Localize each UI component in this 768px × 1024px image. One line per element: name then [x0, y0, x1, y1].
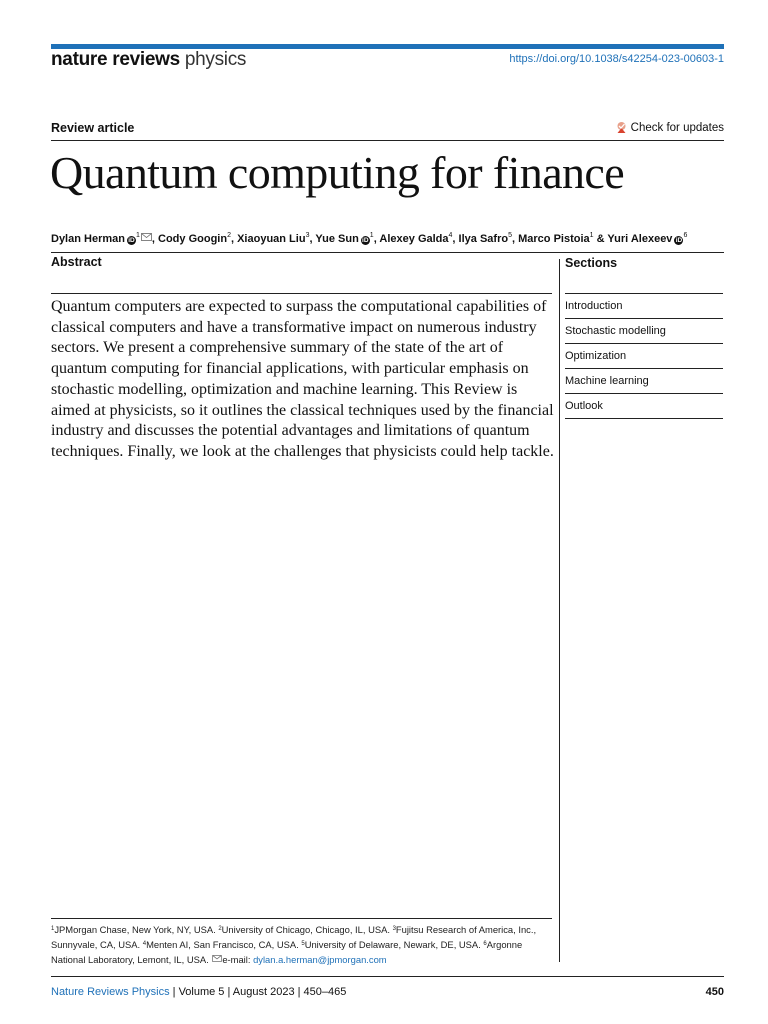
author[interactable] [51, 233, 152, 245]
author-affiliation-number: 2 [227, 232, 231, 239]
journal-name-bold: nature reviews [51, 49, 180, 70]
affiliation-number: 3 [392, 926, 396, 932]
author-affiliation-number: 1 [135, 232, 140, 239]
section-link[interactable]: Outlook [565, 394, 723, 419]
author[interactable] [158, 233, 231, 245]
authors-rule [51, 252, 724, 253]
author-affiliation-number: 5 [508, 232, 512, 239]
affiliation-text: Fujitsu Research of America, Inc., Sunnyvale, CA, USA. [51, 924, 537, 951]
email-label: e-mail: [222, 954, 254, 966]
affiliations [51, 922, 556, 968]
abstract-heading: Abstract [51, 255, 102, 269]
author-affiliation-number: 4 [448, 232, 453, 239]
page-number: 450 [705, 986, 724, 998]
author-separator: , [452, 233, 459, 245]
affiliation-number: 6 [483, 941, 487, 948]
author-name: Xiaoyuan Liu [237, 233, 306, 245]
section-link[interactable]: Introduction [565, 294, 723, 319]
footer-volume: | Volume 5 | August 2023 | 450–465 [169, 986, 347, 998]
affiliations-rule [51, 918, 552, 919]
affiliation-text: JPMorgan Chase, New York, NY, USA. [54, 924, 219, 935]
author-name: Yue Sun [315, 233, 359, 245]
author-separator: , [230, 233, 238, 245]
author-affiliation-number: 1 [589, 232, 594, 239]
article-type: Review article [51, 121, 135, 135]
doi-link[interactable]: https://doi.org/10.1038/s42254-023-00603-1 [509, 53, 724, 65]
footer-citation [51, 986, 346, 998]
orcid-icon[interactable]: iD [128, 237, 135, 244]
author-name: Marco Pistoia [518, 233, 590, 245]
author-separator: & [593, 233, 608, 245]
journal-logo[interactable] [51, 49, 246, 71]
author[interactable] [518, 233, 593, 245]
email-icon[interactable] [141, 232, 152, 244]
author-name: Alexey Galda [379, 233, 449, 245]
affiliation-number: 2 [218, 926, 222, 932]
abstract-text: Quantum computers are expected to surpass the computational capabilities of classical computers and have a transformative impact on numerous industry sectors. We present a comprehensive summary of the state of the art of quantum computing for financial applications, with particular emphasis on stochastic modelling, optimization and machine learning. This Review is aimed at physicists, so it outlines the classical techniques used by the financial industry and discusses the potential advantages and limitations of quantum techniques. Finally, we look at the challenges that physicists could help tackle. [51, 298, 554, 460]
check-updates-icon [615, 121, 628, 134]
author-name: Dylan Herman [51, 233, 125, 245]
author[interactable] [237, 233, 309, 245]
footer-rule [51, 976, 724, 977]
email-icon [212, 952, 222, 966]
author-affiliation-number: 6 [683, 232, 688, 239]
author-separator: , [511, 233, 519, 245]
check-updates-button[interactable] [615, 121, 724, 134]
section-link[interactable]: Machine learning [565, 369, 723, 394]
check-updates-label: Check for updates [630, 121, 724, 134]
section-link[interactable]: Optimization [565, 344, 723, 369]
author-affiliation-number: 1 [369, 232, 374, 239]
author-list [51, 232, 687, 245]
orcid-icon[interactable]: iD [362, 237, 369, 244]
author[interactable] [315, 233, 373, 245]
author[interactable] [459, 233, 512, 245]
author-separator: , [309, 233, 316, 245]
affiliation-number: 1 [51, 926, 55, 932]
affiliation-text: Argonne National Laboratory, Lemont, IL, USA. [51, 939, 523, 966]
author[interactable] [379, 233, 452, 245]
abstract-rule [51, 293, 552, 294]
article-title: Quantum computing for finance [50, 147, 625, 198]
author-name: Ilya Safro [458, 233, 509, 245]
affiliation-text: University of Chicago, Chicago, IL, USA. [221, 924, 393, 935]
affiliation-text: Menten AI, San Francisco, CA, USA. [146, 939, 302, 951]
corresponding-email-link[interactable]: dylan.a.herman@jpmorgan.com [253, 954, 387, 966]
journal-name-light: physics [184, 49, 247, 70]
author-affiliation-number: 3 [305, 232, 310, 239]
footer-journal[interactable]: Nature Reviews Physics [51, 986, 170, 998]
sections-nav [565, 293, 723, 419]
section-link[interactable]: Stochastic modelling [565, 319, 723, 344]
affiliation-number: 4 [142, 941, 147, 948]
author-separator: , [151, 233, 159, 245]
sections-heading: Sections [565, 256, 618, 270]
author-name: Cody Googin [158, 233, 228, 245]
column-divider [559, 259, 560, 962]
author-separator: , [373, 233, 380, 245]
affiliation-text: University of Delaware, Newark, DE, USA. [304, 939, 484, 951]
author-name: Yuri Alexeev [607, 233, 673, 245]
header-rule [51, 140, 724, 141]
author[interactable] [607, 233, 687, 245]
affiliation-number: 5 [301, 941, 305, 948]
orcid-icon[interactable]: iD [675, 237, 683, 244]
